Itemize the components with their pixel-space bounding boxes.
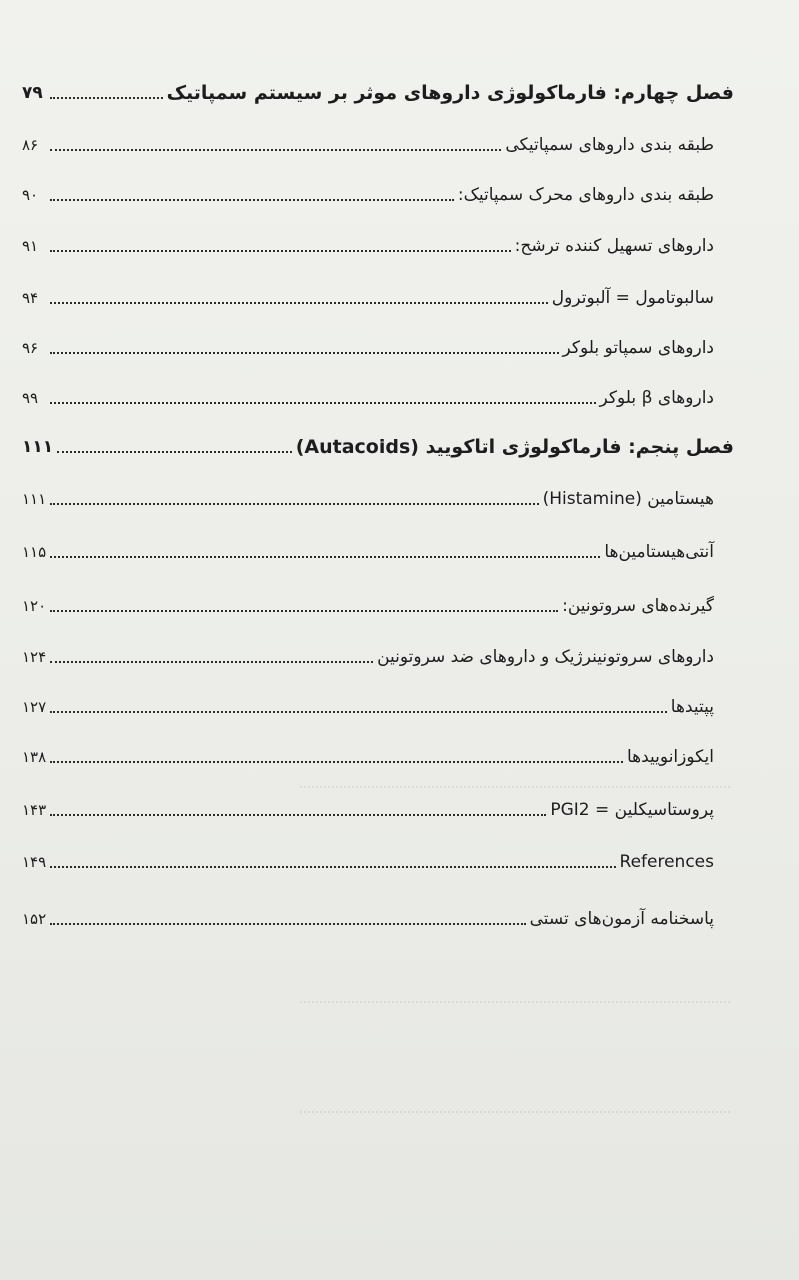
toc-item: [22, 381, 734, 411]
toc-title: فصل پنجم: فارماکولوژی اتاکویید (Autacoids): [295, 436, 734, 458]
toc-title: داروهای β بلوکر: [599, 388, 714, 408]
toc-item: [22, 482, 734, 512]
toc-page-number: ۸۶: [22, 136, 39, 154]
toc-item: [22, 793, 734, 823]
toc-title: ایکوزانوییدها: [626, 747, 714, 767]
toc-title: داروهای تسهیل کننده ترشح:: [514, 236, 714, 256]
toc-title: References: [619, 852, 714, 872]
toc-page-number: ۱۱۵: [22, 543, 47, 561]
toc-title: داروهای سمپاتو بلوکر: [562, 338, 714, 358]
toc-page-number: ۱۵۲: [22, 910, 47, 928]
toc-title: هیستامین (Histamine): [542, 489, 714, 509]
toc-page-number: ۱۲۰: [22, 597, 47, 615]
dot-leader: [50, 923, 525, 925]
toc-page-number: ۹۹: [22, 389, 39, 407]
toc-title: طبقه بندی داروهای محرک سمپاتیک:: [457, 185, 714, 205]
toc-chapter-4: [22, 76, 734, 106]
dot-leader: [50, 711, 667, 713]
toc-item: [22, 535, 734, 565]
toc-item: [22, 902, 734, 932]
toc-page-number: ۱۱۱: [22, 490, 47, 508]
toc-item: [22, 740, 734, 770]
dot-leader: [57, 451, 292, 453]
dot-leader: [50, 661, 373, 663]
toc-item: [22, 589, 734, 619]
toc-chapter-5: [22, 430, 734, 460]
dot-leader: [50, 610, 558, 612]
toc-page-number: ۹۶: [22, 339, 39, 357]
toc-title: آنتی‌هیستامین‌ها: [604, 542, 714, 562]
toc-page-number: ۷۹: [22, 83, 43, 103]
toc-page-number: ۱۴۹: [22, 853, 47, 871]
toc-title: پروستاسیکلین = PGI2: [550, 800, 714, 820]
toc-page-number: ۱۲۷: [22, 698, 47, 716]
dot-leader: [50, 199, 454, 201]
dot-leader: [50, 761, 623, 763]
toc-page-number: ۱۳۸: [22, 748, 47, 766]
dot-leader: [50, 556, 600, 558]
dot-leader: [50, 250, 511, 252]
dot-leader: [50, 814, 546, 816]
toc-title: پاسخنامه آزمون‌های تستی: [529, 909, 714, 929]
dot-leader: [50, 866, 615, 868]
toc-item: [22, 281, 734, 311]
dot-leader: [50, 97, 163, 99]
toc-page-number: ۹۰: [22, 186, 39, 204]
toc-title: داروهای سروتونینرژیک و داروهای ضد سروتونین: [377, 647, 714, 667]
toc-item: [22, 229, 734, 259]
toc-page-number: ۱۲۴: [22, 648, 47, 666]
toc-title: گیرنده‌های سروتونین:: [562, 596, 714, 616]
table-of-contents: [22, 0, 734, 1280]
toc-item: [22, 640, 734, 670]
toc-item: [22, 128, 734, 158]
toc-item: [22, 178, 734, 208]
dot-leader: [50, 503, 538, 505]
toc-page-number: ۱۱۱: [22, 437, 54, 457]
dot-leader: [50, 149, 501, 151]
toc-title: طبقه بندی داروهای سمپاتیکی: [505, 135, 714, 155]
toc-page-number: ۱۴۳: [22, 801, 47, 819]
toc-title: سالبوتامول = آلبوترول: [551, 288, 714, 308]
toc-title: فصل چهارم: فارماکولوژی داروهای موثر بر سیستم سمپاتیک: [166, 82, 734, 104]
toc-item: [22, 331, 734, 361]
dot-leader: [50, 352, 559, 354]
toc-item: [22, 690, 734, 720]
toc-title: پپتیدها: [670, 697, 714, 717]
dot-leader: [50, 402, 596, 404]
toc-page-number: ۹۱: [22, 237, 39, 255]
toc-item: [22, 845, 734, 875]
toc-page-number: ۹۴: [22, 289, 39, 307]
dot-leader: [50, 302, 548, 304]
